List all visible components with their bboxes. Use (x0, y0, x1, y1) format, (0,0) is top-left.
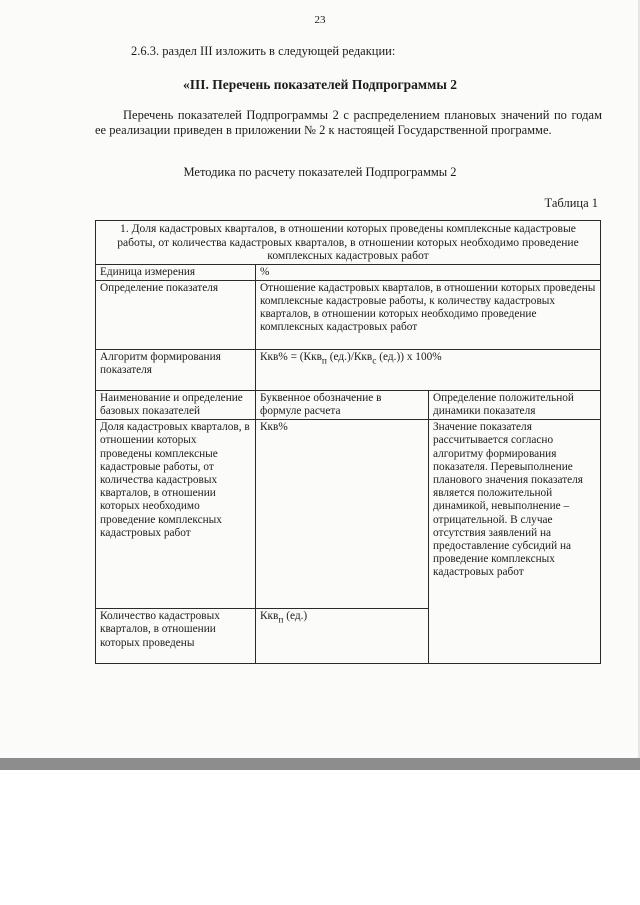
unit-row (96, 264, 601, 280)
base-indicator-name: Доля кадастровых кварталов, в отношении которых проведены комплексные кадастровые работы, от количества кадастровых кварталов, в отношении которых необходимо проведение комплексных кадастровых работ (96, 420, 256, 609)
algorithm-label: Алгоритм формирования показателя (96, 349, 256, 390)
definition-row (96, 280, 601, 349)
indicator-table (95, 220, 601, 664)
table-title: 1. Доля кадастровых кварталов, в отношении которых проведены комплексные кадастровые работы, от количества кадастровых кварталов, в отношении которых необходимо проведение комплексных кадастровых работ (96, 221, 601, 265)
unit-value: % (256, 264, 601, 280)
intro-paragraph: Перечень показателей Подпрограммы 2 с распределением плановых значений по годам ее реализации приведен в приложении № 2 к настоящей Государственной программе. (95, 108, 602, 137)
algorithm-row (96, 349, 601, 390)
col-header-name: Наименование и определение базовых показателей (96, 390, 256, 419)
page-number: 23 (314, 14, 326, 26)
table-title-row (96, 221, 601, 265)
positive-dynamics-definition: Значение показателя рассчитывается согласно алгоритму формирования показателя. Перевыполнение планового значения показателя является положительной динамикой, невыполнение – отрицательной. В случае отсутствия заявлений на предоставление субсидий на проведение комплексных кадастровых работ (429, 420, 601, 664)
section-heading: «III. Перечень показателей Подпрограммы 2 (182, 77, 457, 92)
definition-value: Отношение кадастровых кварталов, в отношении которых проведены комплексные кадастровые работы, к количеству кадастровых кварталов, в отношении которых необходимо проведение комплексных кадастровых работ (256, 280, 601, 349)
base-indicator-name: Количество кадастровых кварталов, в отношении которых проведены (96, 609, 256, 664)
method-title: Методика по расчету показателей Подпрограммы 2 (183, 165, 457, 179)
col-header-dynamics: Определение положительной динамики показателя (429, 390, 601, 419)
section-instruction: 2.6.3. раздел III изложить в следующей редакции: (131, 44, 396, 58)
unit-label: Единица измерения (96, 264, 256, 280)
scan-edge-shadow (0, 758, 640, 770)
table-row (96, 420, 601, 609)
col-header-symbol: Буквенное обозначение в формуле расчета (256, 390, 429, 419)
algorithm-formula: Ккв% = (Ккв$_п$ (ед.)/Ккв$_с$ (ед.)) x 100% (256, 349, 601, 390)
base-indicator-symbol: Ккв$_п$ (ед.) (256, 609, 429, 664)
base-indicator-symbol: Ккв% (256, 420, 429, 609)
column-header-row (96, 390, 601, 419)
table-label: Таблица 1 (544, 196, 598, 210)
definition-label: Определение показателя (96, 280, 256, 349)
